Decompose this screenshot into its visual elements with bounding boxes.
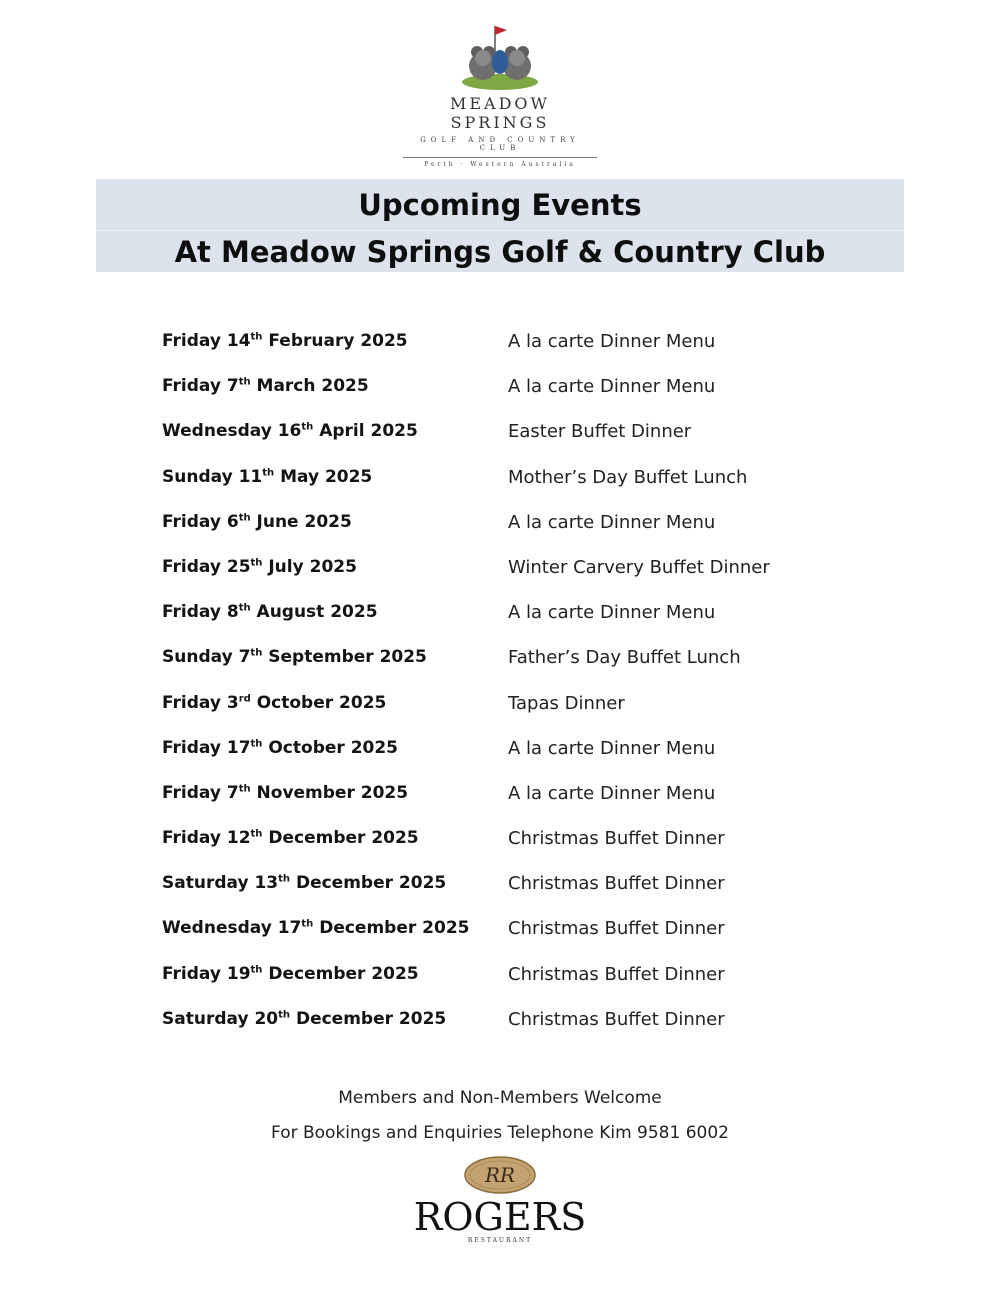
event-day: Friday [162, 692, 221, 713]
club-logo [400, 20, 600, 168]
event-ordinal-suffix: th [301, 421, 314, 433]
event-ordinal-suffix: th [278, 1009, 291, 1021]
event-ordinal-suffix: th [250, 738, 263, 750]
event-day: Friday [162, 963, 221, 984]
event-title: A la carte Dinner Menu [508, 782, 716, 804]
event-date [162, 693, 386, 713]
event-date [162, 918, 470, 938]
event-month-year: October 2025 [268, 737, 399, 758]
event-month-year: December 2025 [268, 828, 419, 849]
event-date [162, 557, 357, 577]
event-date [162, 467, 372, 487]
event-day: Saturday [162, 1008, 249, 1029]
event-day-number: 13 [254, 873, 279, 894]
event-day-number: 7 [226, 782, 239, 803]
event-day: Friday [162, 556, 221, 577]
event-title: Christmas Buffet Dinner [508, 963, 725, 985]
event-date [162, 602, 378, 622]
event-ordinal-suffix: th [238, 376, 251, 388]
event-row [162, 778, 862, 823]
event-day: Sunday [162, 466, 233, 487]
event-ordinal-suffix: th [250, 331, 263, 343]
event-day: Friday [162, 511, 221, 532]
title-banner [96, 179, 904, 272]
event-day: Saturday [162, 873, 249, 894]
page-title: Upcoming Events [96, 179, 904, 231]
event-month-year: December 2025 [319, 918, 470, 939]
event-row [162, 597, 862, 642]
event-ordinal-suffix: rd [238, 692, 251, 704]
event-date [162, 1009, 446, 1029]
event-row [162, 371, 862, 416]
event-row [162, 733, 862, 778]
event-month-year: December 2025 [295, 1008, 447, 1029]
event-day-number: 7 [238, 647, 251, 668]
event-title: A la carte Dinner Menu [508, 602, 716, 624]
event-ordinal-suffix: th [250, 557, 263, 569]
event-row [162, 868, 862, 913]
event-day-number: 3 [226, 692, 239, 713]
event-month-year: November 2025 [256, 782, 409, 803]
club-name: MEADOW SPRINGS [449, 94, 550, 132]
event-title: A la carte Dinner Menu [508, 376, 716, 398]
restaurant-tagline: RESTAURANT [467, 1237, 533, 1244]
event-date [162, 873, 446, 893]
event-title: Tapas Dinner [508, 692, 625, 714]
event-day: Friday [162, 828, 221, 849]
club-subtitle: GOLF AND COUNTRY CLUB [420, 136, 580, 152]
monogram-text: RR [484, 1163, 516, 1187]
event-title: Mother’s Day Buffet Lunch [508, 466, 748, 488]
event-title: Father’s Day Buffet Lunch [508, 647, 741, 669]
event-title: Winter Carvery Buffet Dinner [508, 556, 770, 578]
event-date [162, 828, 419, 848]
event-row [162, 326, 862, 371]
event-ordinal-suffix: th [250, 828, 263, 840]
event-month-year: April 2025 [319, 421, 418, 442]
event-row [162, 823, 862, 868]
event-day: Wednesday [162, 918, 272, 939]
event-title: Easter Buffet Dinner [508, 421, 692, 443]
bookings-text: For Bookings and Enquiries Telephone Kim 9581 6002 [271, 1123, 729, 1143]
event-row [162, 552, 862, 597]
rr-monogram-icon [463, 1155, 537, 1195]
event-ordinal-suffix: th [238, 512, 251, 524]
event-title: Christmas Buffet Dinner [508, 1008, 725, 1030]
page-subtitle: At Meadow Springs Golf & Country Club [174, 234, 826, 269]
event-day-number: 20 [254, 1008, 279, 1029]
event-month-year: October 2025 [256, 692, 387, 713]
event-day-number: 7 [226, 376, 239, 397]
event-date [162, 421, 418, 441]
event-row [162, 507, 862, 552]
event-date [162, 647, 427, 667]
event-month-year: December 2025 [295, 873, 447, 894]
event-day-number: 19 [226, 963, 251, 984]
logo-divider [403, 157, 597, 158]
event-day-number: 17 [277, 918, 302, 939]
event-day-number: 6 [226, 511, 239, 532]
event-month-year: February 2025 [268, 331, 408, 351]
rogers-logo [400, 1155, 600, 1255]
event-ordinal-suffix: th [250, 963, 263, 975]
event-ordinal-suffix: th [238, 783, 251, 795]
restaurant-name: ROGERS [413, 1195, 587, 1239]
event-day-number: 16 [277, 421, 302, 442]
event-day-number: 17 [226, 737, 251, 758]
event-day: Friday [162, 331, 221, 351]
event-month-year: August 2025 [256, 602, 378, 623]
event-day: Friday [162, 376, 221, 397]
event-day-number: 12 [226, 828, 251, 849]
event-day: Friday [162, 602, 221, 623]
event-ordinal-suffix: th [301, 918, 314, 930]
event-day: Wednesday [162, 421, 272, 442]
koala-golf-emblem-icon [455, 20, 545, 92]
event-day: Friday [162, 782, 221, 803]
event-month-year: July 2025 [268, 556, 357, 577]
event-title: A la carte Dinner Menu [508, 737, 716, 759]
event-month-year: May 2025 [280, 466, 373, 487]
event-row [162, 1004, 862, 1049]
event-date [162, 376, 369, 396]
event-date [162, 738, 398, 758]
event-row [162, 688, 862, 733]
event-date [162, 512, 352, 532]
event-day-number: 14 [226, 331, 251, 351]
event-title: A la carte Dinner Menu [508, 511, 716, 533]
event-title: Christmas Buffet Dinner [508, 918, 725, 940]
event-ordinal-suffix: th [262, 466, 275, 478]
welcome-text: Members and Non-Members Welcome [338, 1088, 662, 1108]
event-month-year: March 2025 [256, 376, 369, 397]
event-title: Christmas Buffet Dinner [508, 828, 725, 850]
event-row [162, 416, 862, 461]
event-row [162, 913, 862, 958]
club-location: Perth · Western Australia [424, 161, 576, 168]
events-list [162, 326, 862, 1049]
event-row [162, 959, 862, 1004]
event-row [162, 642, 862, 687]
event-date [162, 964, 419, 984]
event-day-number: 11 [238, 466, 263, 487]
event-month-year: June 2025 [256, 511, 352, 532]
event-row [162, 462, 862, 507]
event-title: Christmas Buffet Dinner [508, 873, 725, 895]
event-date [162, 331, 408, 351]
event-month-year: December 2025 [268, 963, 419, 984]
event-ordinal-suffix: th [278, 873, 291, 885]
event-day-number: 8 [226, 602, 239, 623]
event-month-year: September 2025 [268, 647, 427, 668]
event-day: Sunday [162, 647, 233, 668]
event-day: Friday [162, 737, 221, 758]
event-title: A la carte Dinner Menu [508, 331, 716, 352]
event-date [162, 783, 408, 803]
event-ordinal-suffix: th [250, 647, 263, 659]
event-ordinal-suffix: th [238, 602, 251, 614]
event-day-number: 25 [226, 556, 251, 577]
